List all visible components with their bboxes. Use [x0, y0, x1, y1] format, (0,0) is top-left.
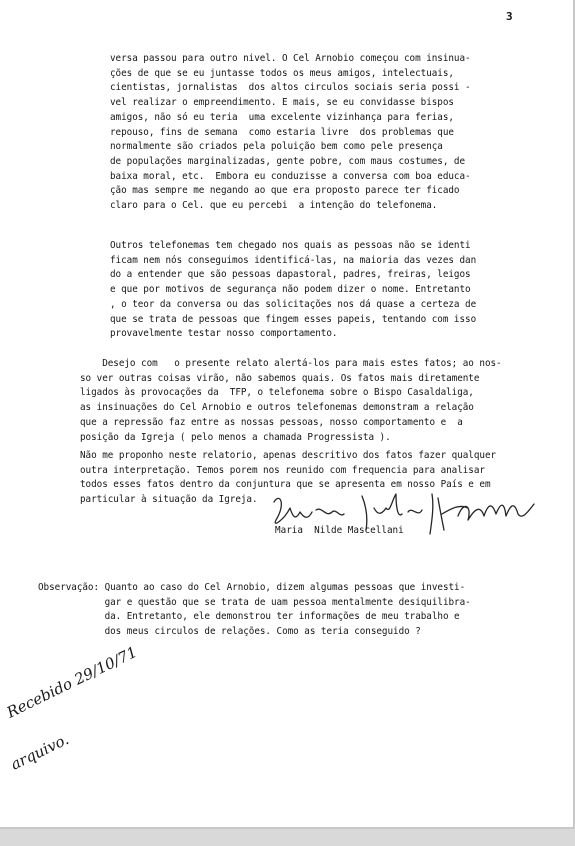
paragraph-cel-arnobio: versa passou para outro nivel. O Cel Arnobio começou com insinua- ções de que se eu juntasse todos os meus amigos, intelectuais, cientistas, jornalistas dos altos circulos sociais seria possi - vel realizar o empreendimento. E mais, se eu convidasse bispos amigos, não só eu teria uma excelente vizinhança para ferias, repouso, fins de semana como estaria livre dos problemas que normalmente são criados pela poluição bem como pele presença de populações marginalizadas, gente pobre, com maus costumes, de baixa moral, etc. Embora eu conduzisse a conversa com boa educa- ção mas sempre me negando ao que era proposto parece ter ficado claro para o Cel. que eu percebi a intenção do telefonema. — [110, 53, 471, 212]
signature-name: Maria Nilde Mascellani — [275, 525, 404, 536]
svg-text:arquivo.: arquivo. — [7, 730, 72, 774]
svg-text:Recebido 29/10/71: Recebido 29/10/71 — [3, 642, 140, 722]
handwritten-archive-note — [8, 726, 128, 846]
page-number: 3 — [506, 10, 513, 23]
observation-note: Observação: Quanto ao caso do Cel Arnobio, dizem algumas pessoas que investi- gar e questão que se trata de uam pessoa mentalmente desiquilibra- da. Entretanto, ele demonstrou ter informações de meu trabalho e dos meus circulos de relações. Como as teria conseguido ? — [38, 582, 471, 638]
paragraph-alert: Desejo com o presente relato alertá-los para mais estes fatos; ao nos- so ver outras coisas virão, não sabemos quais. Os fatos mais diretamente ligados às provocações da TFP, o telefonema sobre o Bispo Casaldaliga, as insinuações do Cel Arnobio e outros telefonemas demonstram a relação que a repressão faz entre as nossas pessoas, nosso comportamento e a posição da Igreja ( pelo menos a chamada Progressista ). — [80, 358, 502, 443]
paragraph-other-calls: Outros telefonemas tem chegado nos quais as pessoas não se identi ficam nem nós conseguimos identificá-las, na maioria das vezes dan do a entender que são pessoas dapastoral, padres, freiras, leigos e que por motivos de segurança não podem dizer o nome. Entretanto , o teor da conversa ou das solicitações nos dá quase a certeza de que se trata de pessoas que fingem esses papeis, tentando com isso provavelmente testar nosso comportamento. — [110, 240, 477, 340]
paragraph-conclusion: Não me proponho neste relatorio, apenas descritivo dos fatos fazer qualquer outra interpretação. Temos porem nos reunido com frequencia para analisar todos esses fatos dentro da conjuntura que se apresenta em nosso País e em particular à situação da Igreja. — [80, 450, 497, 506]
